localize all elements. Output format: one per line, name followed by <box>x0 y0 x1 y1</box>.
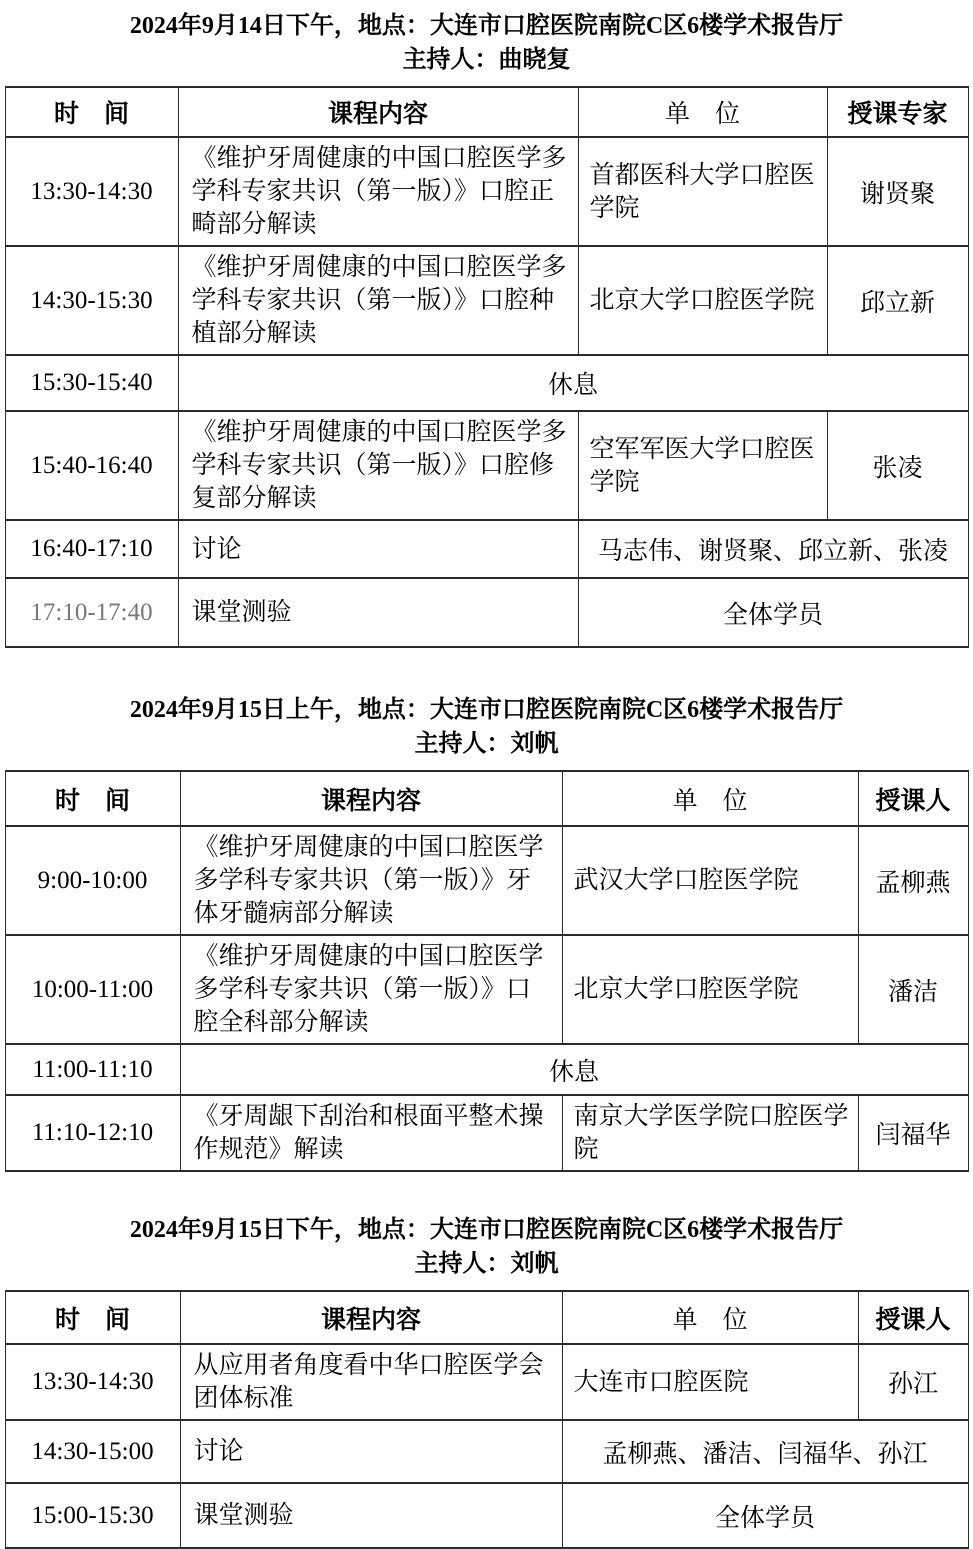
table-row-discussion <box>5 1420 968 1483</box>
table-row <box>5 246 968 355</box>
cell-speaker: 闫福华 <box>858 1095 968 1171</box>
cell-time: 11:10-12:10 <box>5 1095 180 1171</box>
header-time: 时 间 <box>5 1291 180 1344</box>
table-row-break <box>5 355 968 411</box>
session-3-host: 主持人：刘帆 <box>414 1251 559 1277</box>
cell-speaker: 孙江 <box>858 1344 968 1420</box>
table-row-quiz <box>5 1483 968 1548</box>
cell-unit: 大连市口腔医院 <box>562 1344 858 1420</box>
header-content: 课程内容 <box>180 771 562 826</box>
cell-unit: 首都医科大学口腔医学院 <box>578 137 827 246</box>
cell-content: 《牙周龈下刮治和根面平整术操作规范》解读 <box>180 1095 562 1171</box>
cell-people: 全体学员 <box>562 1483 968 1548</box>
header-unit: 单 位 <box>578 87 827 137</box>
table-row <box>5 1344 968 1420</box>
cell-content: 《维护牙周健康的中国口腔医学多学科专家共识（第一版）》口腔种植部分解读 <box>178 246 578 355</box>
cell-time: 11:00-11:10 <box>5 1044 180 1095</box>
session-2-title: 2024年9月15日上午，地点：大连市口腔医院南院C区6楼学术报告厅 <box>129 697 844 723</box>
cell-unit: 武汉大学口腔医学院 <box>562 826 858 935</box>
cell-unit: 空军军医大学口腔医学院 <box>578 411 827 520</box>
cell-content: 课堂测验 <box>178 578 578 647</box>
header-time: 时 间 <box>5 771 180 826</box>
cell-content: 《维护牙周健康的中国口腔医学多学科专家共识（第一版）》口腔修复部分解读 <box>178 411 578 520</box>
header-row <box>5 87 968 137</box>
session-3-table <box>5 1290 969 1549</box>
header-time: 时 间 <box>5 87 178 137</box>
cell-time: 15:00-15:30 <box>5 1483 180 1548</box>
cell-speaker: 孟柳燕 <box>858 826 968 935</box>
cell-content: 《维护牙周健康的中国口腔医学多学科专家共识（第一版）》牙体牙髓病部分解读 <box>180 826 562 935</box>
cell-content: 《维护牙周健康的中国口腔医学多学科专家共识（第一版）》口腔全科部分解读 <box>180 935 562 1044</box>
cell-speaker: 邱立新 <box>827 246 968 355</box>
cell-time: 13:30-14:30 <box>5 137 178 246</box>
header-unit: 单 位 <box>562 771 858 826</box>
cell-time: 17:10-17:40 <box>5 578 178 647</box>
cell-time: 15:40-16:40 <box>5 411 178 520</box>
table-row-quiz <box>5 578 968 647</box>
cell-time: 16:40-17:10 <box>5 520 178 578</box>
table-row <box>5 137 968 246</box>
header-content: 课程内容 <box>180 1291 562 1344</box>
cell-time: 14:30-15:30 <box>5 246 178 355</box>
cell-time: 15:30-15:40 <box>5 355 178 411</box>
cell-content: 《维护牙周健康的中国口腔医学多学科专家共识（第一版）》口腔正畸部分解读 <box>178 137 578 246</box>
cell-time: 10:00-11:00 <box>5 935 180 1044</box>
cell-time: 13:30-14:30 <box>5 1344 180 1420</box>
table-row <box>5 1095 968 1171</box>
session-2-host: 主持人：刘帆 <box>414 731 559 757</box>
cell-break: 休息 <box>178 355 968 411</box>
table-row <box>5 935 968 1044</box>
cell-speaker: 潘洁 <box>858 935 968 1044</box>
cell-unit: 北京大学口腔医学院 <box>578 246 827 355</box>
header-unit: 单 位 <box>562 1291 858 1344</box>
cell-unit: 南京大学医学院口腔医学院 <box>562 1095 858 1171</box>
cell-people: 孟柳燕、潘洁、闫福华、孙江 <box>562 1420 968 1483</box>
table-row <box>5 411 968 520</box>
cell-content: 讨论 <box>180 1420 562 1483</box>
cell-time: 9:00-10:00 <box>5 826 180 935</box>
cell-people: 马志伟、谢贤聚、邱立新、张凌 <box>578 520 968 578</box>
session-1 <box>0 8 973 648</box>
cell-people: 全体学员 <box>578 578 968 647</box>
cell-content: 课堂测验 <box>180 1483 562 1548</box>
cell-speaker: 张凌 <box>827 411 968 520</box>
session-3-title: 2024年9月15日下午，地点：大连市口腔医院南院C区6楼学术报告厅 <box>129 1217 844 1243</box>
session-1-host: 主持人：曲晓复 <box>402 47 571 73</box>
cell-content: 讨论 <box>178 520 578 578</box>
session-1-table <box>5 86 969 648</box>
table-row-break <box>5 1044 968 1095</box>
header-row <box>5 771 968 826</box>
cell-unit: 北京大学口腔医学院 <box>562 935 858 1044</box>
session-2-table <box>5 770 969 1172</box>
cell-break: 休息 <box>180 1044 968 1095</box>
table-row-discussion <box>5 520 968 578</box>
header-content: 课程内容 <box>178 87 578 137</box>
session-2 <box>0 692 973 1172</box>
header-row <box>5 1291 968 1344</box>
cell-speaker: 谢贤聚 <box>827 137 968 246</box>
cell-content: 从应用者角度看中华口腔医学会团体标准 <box>180 1344 562 1420</box>
header-speaker: 授课人 <box>858 771 968 826</box>
session-3 <box>0 1212 973 1549</box>
header-speaker: 授课专家 <box>827 87 968 137</box>
header-speaker: 授课人 <box>858 1291 968 1344</box>
cell-time: 14:30-15:00 <box>5 1420 180 1483</box>
session-1-title: 2024年9月14日下午，地点：大连市口腔医院南院C区6楼学术报告厅 <box>129 13 844 39</box>
table-row <box>5 826 968 935</box>
